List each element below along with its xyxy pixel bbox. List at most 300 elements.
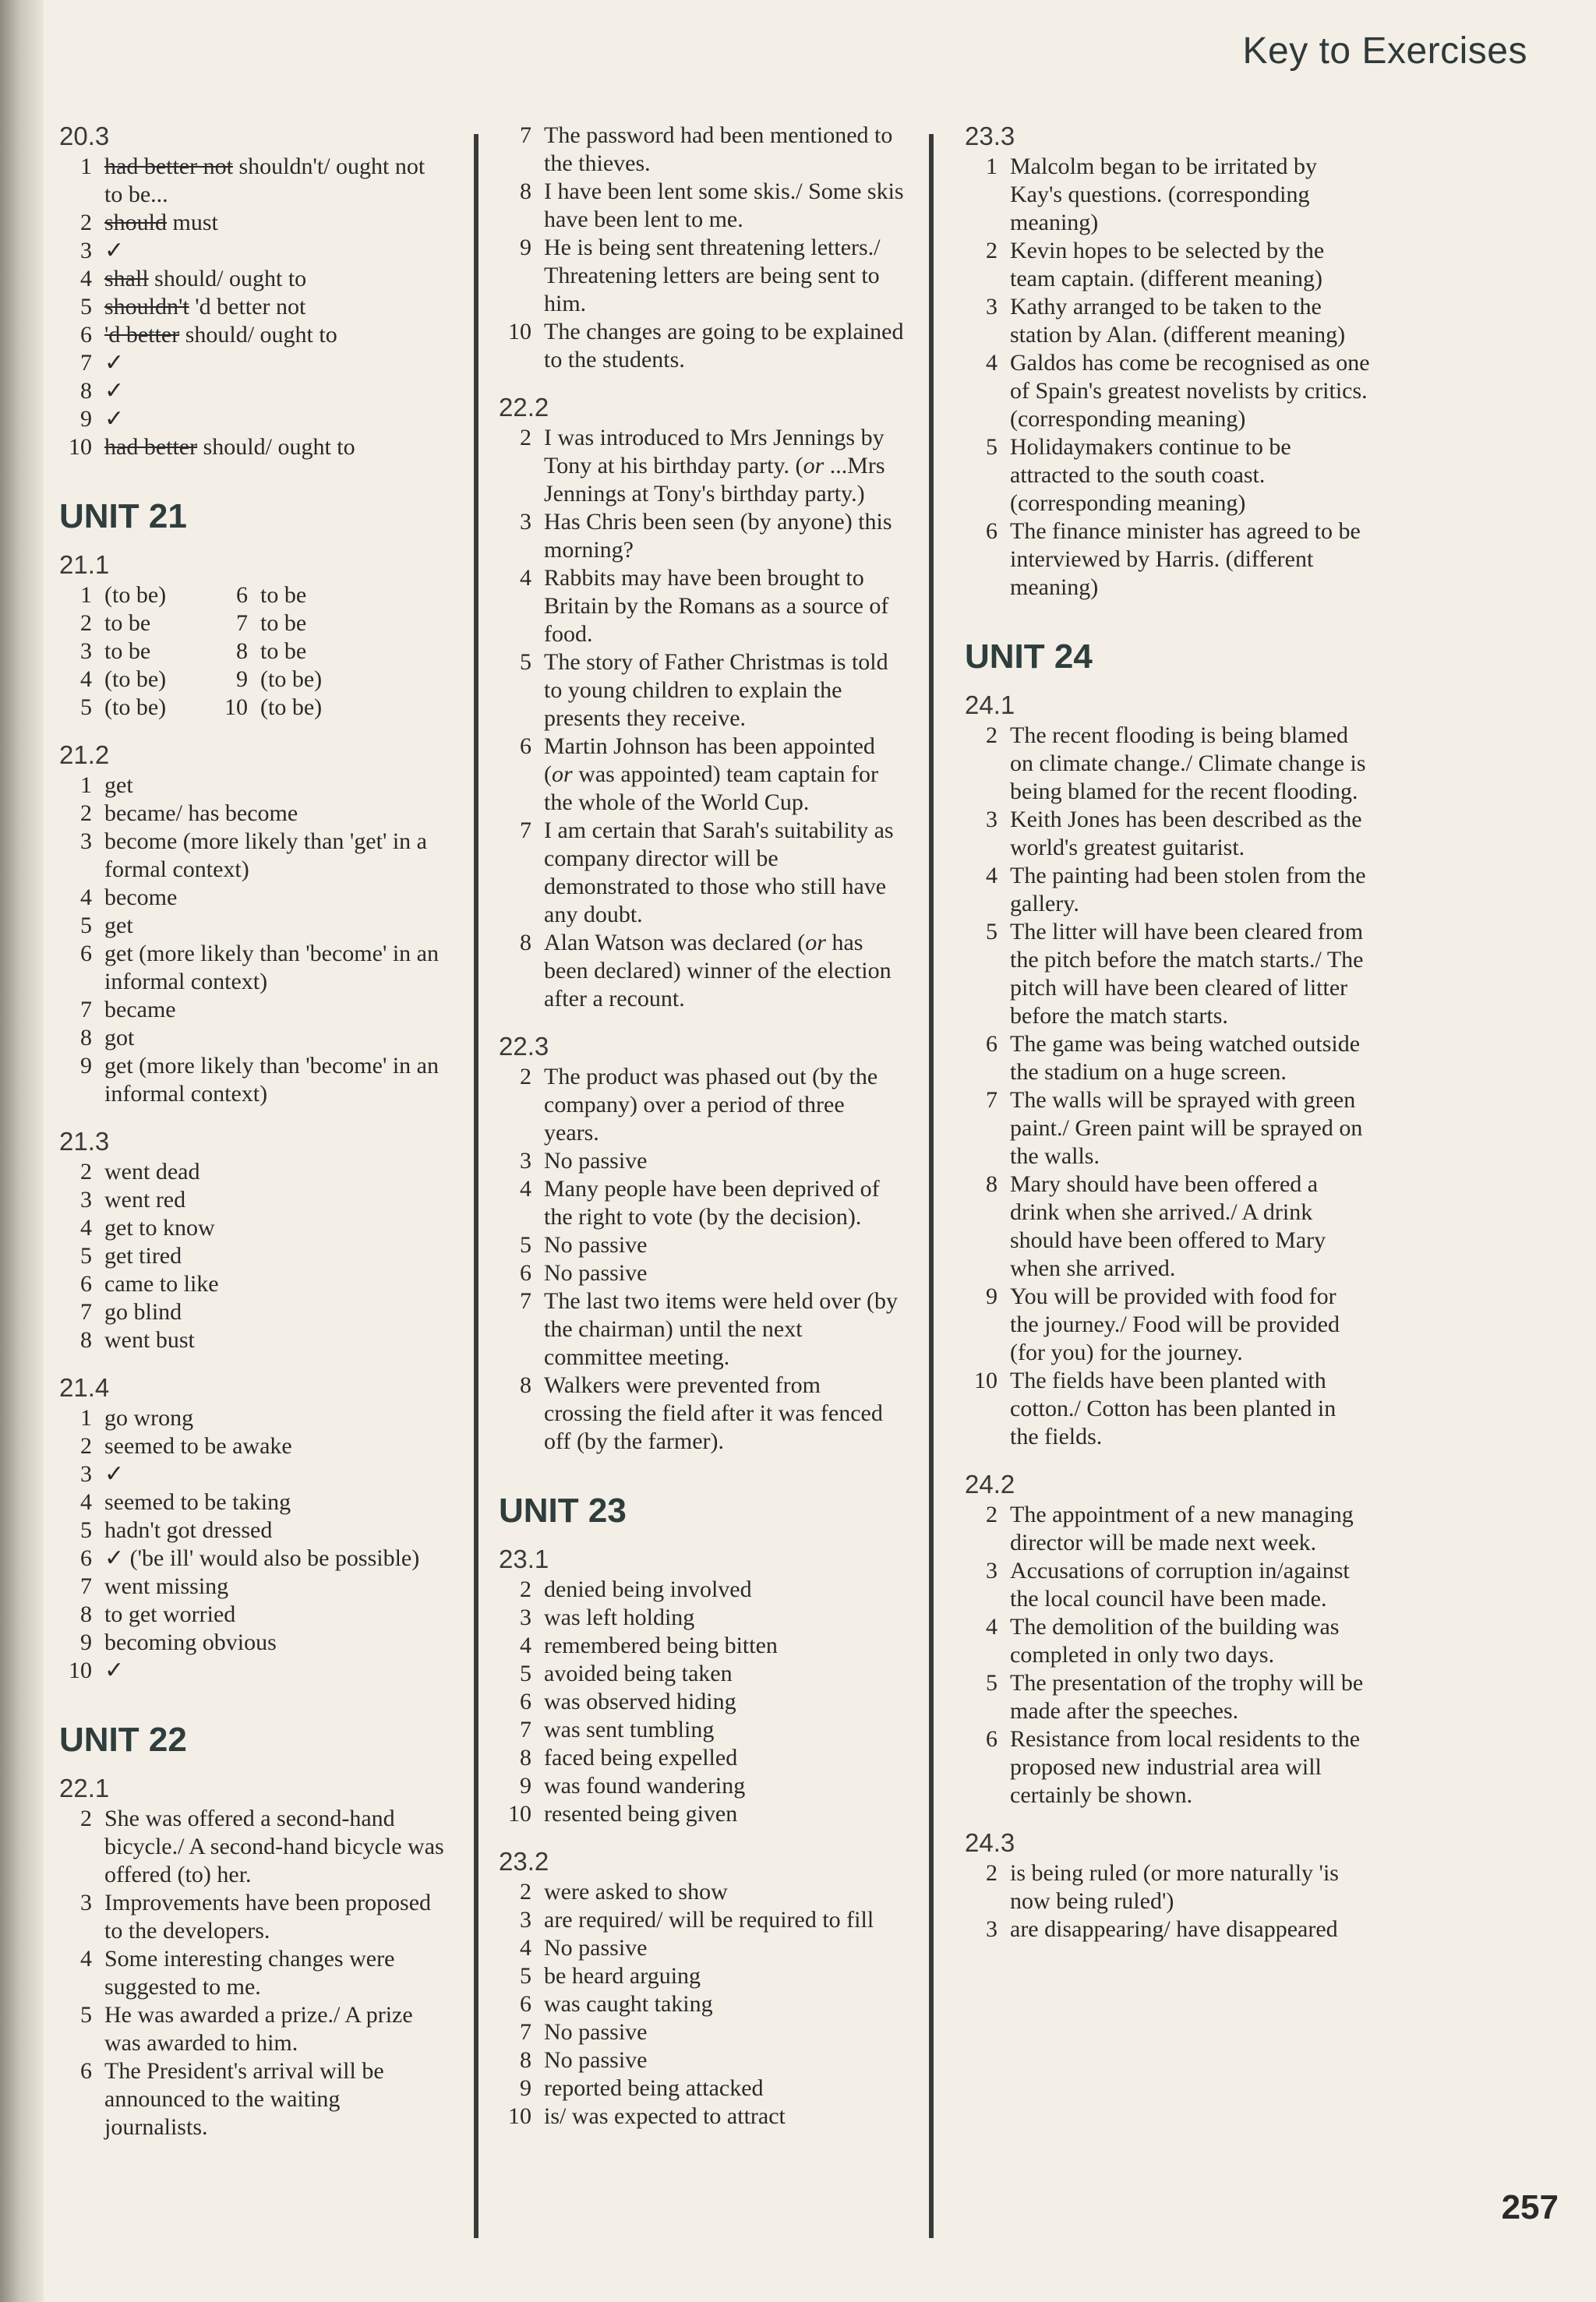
- column-divider: [929, 134, 934, 2238]
- answer-item: [499, 1175, 904, 1231]
- answer-number: 3: [520, 509, 531, 535]
- answer-number: 2: [520, 425, 531, 450]
- answer-number: 4: [80, 666, 92, 692]
- answer-text: (to be): [104, 694, 167, 720]
- answer-item: [965, 918, 1370, 1030]
- answer-number: 4: [80, 1946, 92, 1972]
- answer-number: 3: [520, 1148, 531, 1174]
- answer-number: 2: [80, 210, 92, 235]
- answer-item: [499, 2074, 904, 2103]
- answer-item: [965, 237, 1370, 293]
- answer-item: [215, 637, 387, 666]
- answer-item: [965, 517, 1370, 602]
- answer-text: You will be provided with food for the journey./ Food will be provided (for you) for the journey.: [1010, 1283, 1340, 1365]
- correction-text: ✓: [104, 406, 125, 432]
- answer-item: [499, 733, 904, 817]
- answer-number: 4: [520, 1935, 531, 1961]
- correction-text: should/ ought to: [203, 434, 355, 460]
- answer-item: [499, 1688, 904, 1716]
- answer-text: Improvements have been proposed to the developers.: [104, 1890, 432, 1944]
- answer-number: 2: [520, 1576, 531, 1602]
- answer-number: 9: [236, 666, 248, 692]
- exercise-number: 23.1: [499, 1545, 549, 1573]
- answer-number: 4: [80, 884, 92, 910]
- answer-text-part: ...Mrs Jennings at Tony's birthday party.): [544, 453, 885, 507]
- answer-number: 5: [520, 1232, 531, 1258]
- unit-heading: UNIT 22: [59, 1721, 187, 1759]
- column-2: [499, 122, 904, 2149]
- answer-number: 5: [80, 1517, 92, 1543]
- answer-text: [104, 265, 449, 293]
- answer-number: 2: [80, 1433, 92, 1459]
- exercise-number: 24.3: [965, 1828, 1015, 1857]
- answer-text: [544, 424, 904, 508]
- answer-text: went dead: [104, 1159, 200, 1185]
- answer-text: faced being expelled: [544, 1745, 738, 1771]
- struck-out-word: should: [104, 210, 168, 235]
- answer-number: 3: [80, 1890, 92, 1915]
- answer-text: No passive: [544, 1260, 648, 1286]
- answer-item: [59, 1052, 449, 1108]
- exercise-number: 21.2: [59, 740, 110, 769]
- answer-item: [59, 800, 449, 828]
- answer-text: [104, 321, 449, 349]
- answer-item: [499, 1744, 904, 1772]
- exercise-number: 20.3: [59, 122, 110, 150]
- exercise-21-1: [59, 550, 449, 722]
- answer-number: 7: [520, 1717, 531, 1742]
- answer-item: [59, 828, 449, 884]
- answer-item: [499, 122, 904, 178]
- answer-item: [965, 1367, 1370, 1451]
- answer-number: 6: [520, 1991, 531, 2017]
- answer-number: 2: [80, 1159, 92, 1185]
- answer-text: The litter will have been cleared from the pitch before the match starts./ The pitch will have been cleared of litter before the match starts.: [1010, 919, 1364, 1029]
- answer-text: go blind: [104, 1299, 182, 1325]
- answer-text: The changes are going to be explained to the students.: [544, 319, 904, 372]
- answer-number: 2: [520, 1064, 531, 1089]
- answer-number: 3: [986, 807, 998, 832]
- answer-item: [499, 1576, 904, 1604]
- answer-number: 10: [69, 1658, 92, 1683]
- answer-number: 2: [80, 610, 92, 636]
- answer-number: 6: [236, 582, 248, 608]
- answer-text: He is being sent threatening letters./ Threatening letters are being sent to him.: [544, 235, 881, 316]
- answer-text: become (more likely than 'get' in a formal context): [104, 828, 427, 882]
- answer-item: [59, 1024, 449, 1052]
- answer-number: 10: [508, 1801, 531, 1827]
- answer-item: [499, 817, 904, 929]
- answer-text: [104, 349, 449, 377]
- exercise-20-3: [59, 122, 449, 461]
- answer-number: 3: [80, 1187, 92, 1213]
- answer-text: were asked to show: [544, 1879, 728, 1905]
- exercise-23-2: [499, 1847, 904, 2131]
- answer-text: are disappearing/ have disappeared: [1010, 1916, 1338, 1942]
- answer-item: [499, 508, 904, 564]
- answer-item: [965, 722, 1370, 806]
- answer-number: 9: [80, 406, 92, 432]
- answer-item: [59, 153, 449, 209]
- answer-text: [544, 733, 904, 817]
- answer-text: ✓: [104, 1461, 125, 1487]
- answer-number: 4: [520, 1633, 531, 1658]
- answer-text: No passive: [544, 2047, 648, 2073]
- exercise-22-2: [499, 393, 904, 1013]
- answer-item: [965, 1915, 1370, 1944]
- answer-text: went red: [104, 1187, 186, 1213]
- struck-out-word: shall: [104, 266, 149, 291]
- unit-heading: UNIT 21: [59, 497, 187, 535]
- unit-heading: UNIT 23: [499, 1492, 627, 1530]
- answer-item: [499, 1906, 904, 1934]
- answer-text: Accusations of corruption in/against the local council have been made.: [1010, 1558, 1350, 1612]
- unit-heading: UNIT 24: [965, 637, 1093, 676]
- answer-number: 6: [520, 1689, 531, 1714]
- answer-text: Galdos has come be recognised as one of Spain's greatest novelists by critics. (corresponding meaning): [1010, 350, 1370, 432]
- answer-item: [59, 1657, 449, 1685]
- answer-number: 7: [80, 1573, 92, 1599]
- answer-number: 6: [80, 1545, 92, 1571]
- answer-number: 9: [520, 1773, 531, 1799]
- answer-item: [965, 862, 1370, 918]
- answer-number: 7: [80, 997, 92, 1022]
- answer-item: [215, 581, 387, 609]
- answer-item: [965, 1859, 1370, 1915]
- answer-number: 1: [986, 154, 998, 179]
- answer-number: 1: [80, 582, 92, 608]
- answer-text: was observed hiding: [544, 1689, 736, 1714]
- answer-text-part: was appointed) team captain for the whole of the World Cup.: [544, 761, 879, 815]
- answer-text: get to know: [104, 1215, 215, 1241]
- answer-item: [59, 1460, 449, 1488]
- exercise-number: 22.2: [499, 393, 549, 422]
- answer-text: [544, 817, 904, 929]
- answer-text: The demolition of the building was completed in only two days.: [1010, 1614, 1340, 1668]
- answer-item: [965, 1283, 1370, 1367]
- answer-item: [59, 1158, 449, 1186]
- answer-text: went missing: [104, 1573, 229, 1599]
- answer-number: 9: [80, 1053, 92, 1079]
- two-column-answers: [59, 581, 449, 722]
- answer-item: [499, 1287, 904, 1372]
- answer-text: Mary should have been offered a drink when she arrived./ A drink should have been offered to Mary when she arrived.: [1010, 1171, 1326, 1281]
- answer-number: 10: [508, 2103, 531, 2129]
- exercise-22-1-continued: [499, 122, 904, 374]
- answer-text: No passive: [544, 1148, 648, 1174]
- answer-item: [965, 1613, 1370, 1669]
- answer-item: [499, 2046, 904, 2074]
- answer-item: [59, 1573, 449, 1601]
- answer-text-part: I am certain that Sarah's suitability as company director will be demonstrated to those who still have any doubt.: [544, 817, 894, 927]
- answer-number: 5: [986, 434, 998, 460]
- answer-number: 2: [986, 238, 998, 263]
- correction-text: shouldn't/ ought not to be...: [104, 154, 425, 207]
- answer-text: Resistance from local residents to the proposed new industrial area will certainly be shown.: [1010, 1726, 1361, 1808]
- answer-text-part: Martin Johnson has been appointed (: [544, 733, 875, 787]
- answer-text: be heard arguing: [544, 1963, 701, 1989]
- answer-item: [499, 1231, 904, 1259]
- answer-text: went bust: [104, 1327, 195, 1353]
- answer-text: The product was phased out (by the company) over a period of three years.: [544, 1064, 878, 1146]
- answer-item: [215, 666, 387, 694]
- answer-text: go wrong: [104, 1405, 194, 1431]
- answer-number: 7: [986, 1087, 998, 1113]
- answer-text: get (more likely than 'become' in an informal context): [104, 941, 439, 994]
- answer-number: 4: [986, 350, 998, 376]
- answer-number: 2: [80, 1806, 92, 1831]
- answer-item: [499, 1934, 904, 1962]
- answer-number: 10: [508, 319, 531, 344]
- answer-text: The President's arrival will be announced to the waiting journalists.: [104, 2058, 384, 2140]
- answer-number: 5: [80, 1243, 92, 1269]
- answer-text: The appointment of a new managing director will be made next week.: [1010, 1502, 1354, 1555]
- answer-number: 4: [80, 1215, 92, 1241]
- italic-or: or: [803, 453, 824, 478]
- answer-number: 6: [80, 1271, 92, 1297]
- answer-item: [59, 1889, 449, 1945]
- answer-text: was caught taking: [544, 1991, 713, 2017]
- answer-text: to be: [104, 638, 151, 664]
- answer-number: 5: [986, 1670, 998, 1696]
- answer-number: 4: [986, 863, 998, 888]
- answer-number: 8: [80, 1327, 92, 1353]
- answer-number: 7: [236, 610, 248, 636]
- exercise-number: 24.1: [965, 690, 1015, 719]
- answer-text: No passive: [544, 1935, 648, 1961]
- answer-item: [965, 349, 1370, 433]
- answer-item: [59, 1214, 449, 1242]
- answer-text: get tired: [104, 1243, 182, 1269]
- answer-text: He was awarded a prize./ A prize was awarded to him.: [104, 2002, 413, 2056]
- answer-number: 6: [520, 733, 531, 759]
- struck-out-word: had better: [104, 434, 198, 460]
- exercise-24-1: [965, 690, 1370, 1451]
- answer-text: became/ has become: [104, 800, 298, 826]
- answer-item: [59, 433, 449, 461]
- answer-text: denied being involved: [544, 1576, 752, 1602]
- answer-text-part: has been declared) winner of the election after a recount.: [544, 930, 892, 1012]
- answer-item: [499, 648, 904, 733]
- answer-item: [965, 1725, 1370, 1809]
- answer-item: [499, 178, 904, 234]
- answer-number: 5: [520, 1661, 531, 1686]
- answer-number: 7: [80, 1299, 92, 1325]
- answer-text: [544, 564, 904, 648]
- answer-text: are required/ will be required to fill: [544, 1907, 874, 1933]
- answer-item: [59, 1270, 449, 1298]
- answer-number: 4: [80, 1489, 92, 1515]
- answer-text: ✓: [104, 1658, 125, 1683]
- answer-item: [59, 940, 449, 996]
- answer-number: 8: [520, 930, 531, 955]
- answer-text: [544, 929, 904, 1013]
- answer-text: get (more likely than 'become' in an informal context): [104, 1053, 439, 1107]
- answer-text: (to be): [260, 666, 323, 692]
- exercise-21-4: [59, 1373, 449, 1685]
- answer-item: [499, 1372, 904, 1456]
- answer-item: [59, 1805, 449, 1889]
- answer-text: The finance minister has agreed to be interviewed by Harris. (different meaning): [1010, 518, 1361, 600]
- answer-number: 3: [520, 1605, 531, 1630]
- answer-item: [499, 1962, 904, 1990]
- answer-number: 6: [80, 2058, 92, 2084]
- answer-item: [499, 564, 904, 648]
- answer-text: is/ was expected to attract: [544, 2103, 786, 2129]
- answer-text: The last two items were held over (by the chairman) until the next committee meeting.: [544, 1288, 899, 1370]
- answer-number: 8: [520, 1745, 531, 1771]
- answer-text: [104, 209, 449, 237]
- answer-text: Holidaymakers continue to be attracted to the south coast. (corresponding meaning): [1010, 434, 1291, 516]
- answer-item: [59, 2001, 449, 2057]
- answer-item: [59, 884, 449, 912]
- answer-item: [499, 1990, 904, 2018]
- answer-item: [59, 1186, 449, 1214]
- answer-number: 6: [986, 1031, 998, 1057]
- correction-text: should/ ought to: [185, 322, 337, 348]
- answer-item: [59, 1432, 449, 1460]
- answer-number: 6: [80, 941, 92, 966]
- answer-number: 10: [224, 694, 248, 720]
- answer-item: [965, 806, 1370, 862]
- answer-text: get: [104, 772, 133, 798]
- answer-number: 5: [80, 294, 92, 320]
- answer-text-part: Alan Watson was declared (: [544, 930, 806, 955]
- answer-item: [965, 293, 1370, 349]
- answer-item: [59, 377, 449, 405]
- answer-text: to be: [260, 638, 307, 664]
- exercise-21-2: [59, 740, 449, 1108]
- answer-text: to be: [260, 610, 307, 636]
- answer-text: The painting had been stolen from the gallery.: [1010, 863, 1366, 916]
- correction-text: 'd better not: [195, 294, 306, 320]
- exercise-number: 22.3: [499, 1032, 549, 1061]
- answer-text: She was offered a second-hand bicycle./ A second-hand bicycle was offered (to) her.: [104, 1806, 444, 1887]
- answer-item: [59, 1242, 449, 1270]
- answer-item: [965, 1170, 1370, 1283]
- answer-text: [104, 405, 449, 433]
- answer-text-part: Has Chris been seen (by anyone) this morning?: [544, 509, 892, 563]
- answer-number: 2: [986, 1860, 998, 1886]
- answer-item: [499, 1632, 904, 1660]
- answer-text: Malcolm began to be irritated by Kay's questions. (corresponding meaning): [1010, 154, 1318, 235]
- answer-item: [215, 609, 387, 637]
- answer-number: 1: [80, 1405, 92, 1431]
- answer-number: 3: [80, 238, 92, 263]
- answer-number: 3: [80, 1461, 92, 1487]
- answer-item: [499, 318, 904, 374]
- answer-item: [499, 1800, 904, 1828]
- answer-number: 8: [236, 638, 248, 664]
- exercise-number: 23.2: [499, 1847, 549, 1876]
- answer-text: (to be): [104, 666, 167, 692]
- answer-item: [965, 1557, 1370, 1613]
- answer-text: Some interesting changes were suggested to me.: [104, 1946, 395, 2000]
- answer-number: 3: [986, 1916, 998, 1942]
- answer-text: I have been lent some skis./ Some skis have been lent to me.: [544, 178, 904, 232]
- italic-or: or: [552, 761, 573, 787]
- struck-out-word: 'd better: [104, 322, 180, 348]
- column-3: [965, 122, 1370, 1962]
- answer-item: [59, 1601, 449, 1629]
- answer-number: 3: [80, 828, 92, 854]
- answer-item: [59, 1945, 449, 2001]
- exercise-24-2: [965, 1470, 1370, 1809]
- struck-out-word: shouldn't: [104, 294, 189, 320]
- answer-item: [59, 1516, 449, 1545]
- answer-item: [59, 349, 449, 377]
- answer-text: was found wandering: [544, 1773, 746, 1799]
- exercise-number: 24.2: [965, 1470, 1015, 1499]
- correction-text: ✓: [104, 350, 125, 376]
- answer-number: 5: [80, 913, 92, 938]
- exercise-23-3: [965, 122, 1370, 602]
- exercise-22-3: [499, 1032, 904, 1456]
- answer-text: [544, 648, 904, 733]
- answer-number: 6: [520, 1260, 531, 1286]
- answer-item: [215, 694, 387, 722]
- answer-item: [59, 666, 215, 694]
- answer-item: [59, 1326, 449, 1354]
- answer-item: [965, 153, 1370, 237]
- answer-number: 1: [80, 772, 92, 798]
- answer-item: [59, 912, 449, 940]
- answer-item: [59, 694, 215, 722]
- answer-item: [59, 996, 449, 1024]
- answer-text: remembered being bitten: [544, 1633, 778, 1658]
- answer-number: 4: [986, 1614, 998, 1640]
- answer-item: [499, 424, 904, 508]
- answer-text: got: [104, 1025, 135, 1050]
- answer-text: [104, 293, 449, 321]
- answer-number: 8: [80, 1025, 92, 1050]
- exercise-number: 21.3: [59, 1127, 110, 1156]
- exercise-21-3: [59, 1127, 449, 1354]
- answer-text: ✓ ('be ill' would also be possible): [104, 1545, 420, 1571]
- answer-text: (to be): [260, 694, 323, 720]
- answer-text: [544, 508, 904, 564]
- answer-item: [59, 1488, 449, 1516]
- answer-number: 5: [986, 919, 998, 944]
- answer-number: 1: [80, 154, 92, 179]
- answer-text: Many people have been deprived of the right to vote (by the decision).: [544, 1176, 880, 1230]
- answer-number: 4: [520, 1176, 531, 1202]
- answer-number: 10: [974, 1368, 998, 1393]
- answer-item: [965, 433, 1370, 517]
- answer-text: The recent flooding is being blamed on climate change./ Climate change is being blamed for the recent flooding.: [1010, 722, 1366, 804]
- answer-text-part: Rabbits may have been brought to Britain by the Romans as a source of food.: [544, 565, 889, 647]
- answer-item: [499, 929, 904, 1013]
- exercise-number: 21.1: [59, 550, 110, 579]
- answer-number: 9: [520, 235, 531, 260]
- answer-text: is being ruled (or more naturally 'is now being ruled'): [1010, 1860, 1339, 1914]
- answer-number: 5: [520, 1963, 531, 1989]
- answer-number: 4: [520, 565, 531, 591]
- answer-text: to get worried: [104, 1601, 236, 1627]
- answer-text: came to like: [104, 1271, 219, 1297]
- answer-number: 8: [520, 178, 531, 204]
- answer-number: 8: [80, 1601, 92, 1627]
- answer-item: [499, 1147, 904, 1175]
- answer-number: 3: [986, 1558, 998, 1584]
- page-spine-shadow: [0, 0, 44, 2302]
- answer-text-part: I was introduced to Mrs Jennings by Tony at his birthday party. (: [544, 425, 885, 478]
- answer-number: 5: [80, 694, 92, 720]
- answer-number: 5: [80, 2002, 92, 2028]
- running-title: Key to Exercises: [1242, 30, 1527, 72]
- answer-number: 2: [986, 722, 998, 748]
- answer-text: [104, 377, 449, 405]
